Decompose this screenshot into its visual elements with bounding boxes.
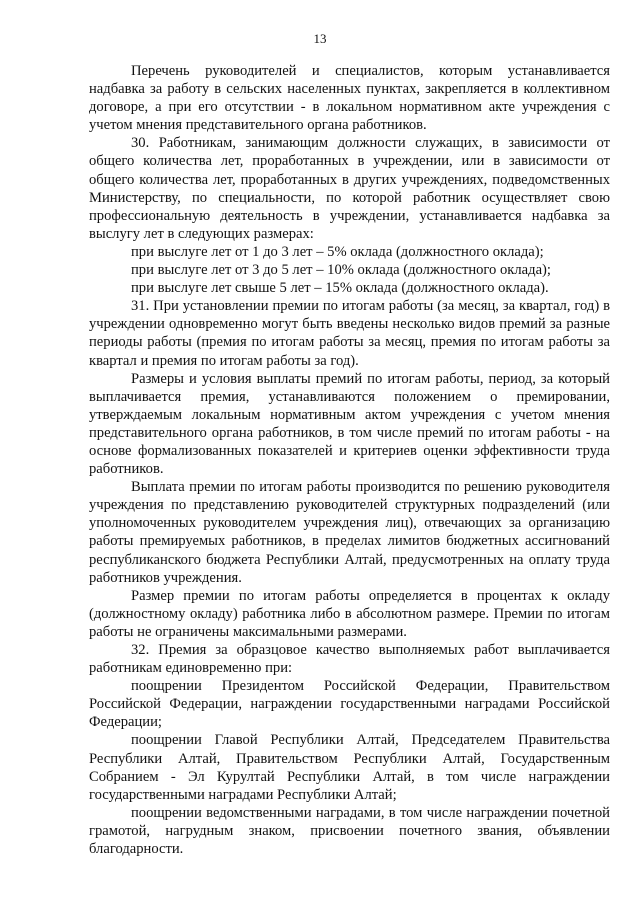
paragraph-32-quality-bonus: 32. Премия за образцовое качество выполняемых работ выплачивается работникам единовременно при: <box>89 642 610 677</box>
paragraph-30-seniority: 30. Работникам, занимающим должности служащих, в зависимости от общего количества лет, проработанных в учреждении, или в зависимости от общего количества лет, проработанных в других учреждениях, подведомственных Министерству, по специальности, по которой работник осуществляет свою профессиональную деятельность в учреждении, устанавливается надбавка за выслугу лет в следующих размерах: <box>89 135 610 242</box>
paragraph-bonus-conditions: Размеры и условия выплаты премий по итогам работы, период, за который выплачивается премия, устанавливаются положением о премировании, утверждаемым локальным нормативным актом учреждения с учетом мнения представительного органа работников, в том числе премий по итогам работы - на основе формализованных показателей и критериев оценки эффективности труда работников. <box>89 370 610 478</box>
paragraph-bonus-payment: Выплата премии по итогам работы производится по решению руководителя учреждения по представлению руководителей структурных подразделений (или уполномоченных руководителем учреждения лиц), отвечающих за организацию работы премируемых работников, в пределах лимитов бюджетных ассигнований республиканского бюджета Республики Алтай, предусмотренных на оплату труда работников учреждения. <box>89 479 610 586</box>
paragraph-staff-list: Перечень руководителей и специалистов, которым устанавливается надбавка за работу в сельских населенных пунктах, закрепляется в коллективном договоре, а при его отсутствии - в локальном нормативном акте учреждения с учетом мнения представительного органа работников. <box>89 63 610 134</box>
paragraph-bonus-size: Размер премии по итогам работы определяется в процентах к окладу (должностному окладу) работника либо в абсолютном размере. Премии по итогам работы не ограничены максимальными размерами. <box>89 587 610 640</box>
page-number: 13 <box>313 31 327 46</box>
list-item-seniority-over-5: при выслуге лет свыше 5 лет – 15% оклада (должностного оклада). <box>131 280 549 297</box>
document-body <box>89 62 610 858</box>
list-item-republic-awards: поощрении Главой Республики Алтай, Председателем Правительства Республики Алтай, Правительством Республики Алтай, Государственным Собранием - Эл Курултай Республики Алтай, в том числе награждении государственными наградами Республики Алтай; <box>89 732 610 803</box>
list-item-seniority-1-3: при выслуге лет от 1 до 3 лет – 5% оклада (должностного оклада); <box>131 243 544 260</box>
paragraph-31-bonus: 31. При установлении премии по итогам работы (за месяц, за квартал, год) в учреждении одновременно могут быть введены несколько видов премий за разные периоды работы (премия по итогам работы за месяц, премия по итогам работы за квартал и премия по итогам работы за год). <box>89 298 610 369</box>
list-item-departmental-awards: поощрении ведомственными наградами, в том числе награждении почетной грамотой, нагрудным знаком, присвоении почетного звания, объявлении благодарности. <box>89 804 610 858</box>
list-item-federal-awards: поощрении Президентом Российской Федерации, Правительством Российской Федерации, награждении государственными наградами Российской Федерации; <box>89 678 610 731</box>
list-item-seniority-3-5: при выслуге лет от 3 до 5 лет – 10% оклада (должностного оклада); <box>131 262 551 279</box>
